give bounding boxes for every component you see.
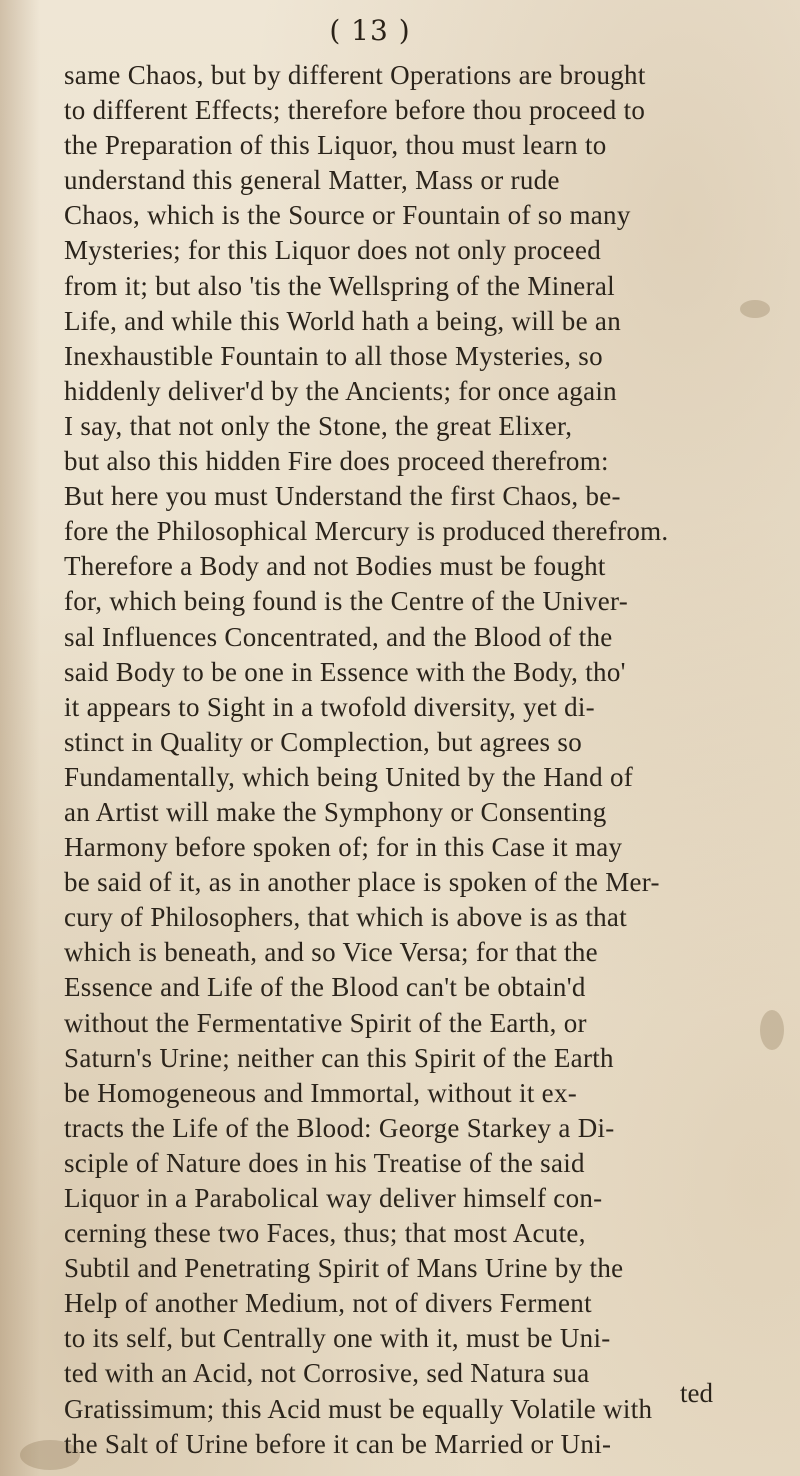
text-line: Gratissimum; this Acid must be equally Volatile with xyxy=(64,1393,653,1424)
text-line: cerning these two Faces, thus; that most Acute, xyxy=(64,1218,586,1249)
text-line: sal Influences Concentrated, and the Blood of the xyxy=(64,621,613,652)
body-text xyxy=(58,58,758,1462)
text-line: the Salt of Urine before it can be Married or Uni- xyxy=(64,1428,612,1459)
text-line: said Body to be one in Essence with the Body, tho' xyxy=(64,656,626,687)
text-line: Essence and Life of the Blood can't be obtain'd xyxy=(64,972,586,1003)
text-line: But here you must Understand the first Chaos, be- xyxy=(64,481,621,512)
text-line: from it; but also 'tis the Wellspring of the Mineral xyxy=(64,270,615,301)
text-line: the Preparation of this Liquor, thou must learn to xyxy=(64,130,607,161)
text-line: Liquor in a Parabolical way deliver himself con- xyxy=(64,1183,603,1213)
page-edge-shadow xyxy=(0,0,40,1476)
text-line: Mysteries; for this Liquor does not only proceed xyxy=(64,235,602,266)
text-line: same Chaos, but by different Operations are brought xyxy=(64,60,646,90)
text-line: ted with an Acid, not Corrosive, sed Natura sua xyxy=(64,1358,590,1389)
text-line: be Homogeneous and Immortal, without it ex- xyxy=(64,1077,578,1108)
text-line: be said of it, as in another place is spoken of the Mer- xyxy=(64,867,660,898)
foxing-spot xyxy=(760,1010,784,1050)
text-line: which is beneath, and so Vice Versa; for that the xyxy=(64,937,598,968)
text-line: Saturn's Urine; neither can this Spirit of the Earth xyxy=(64,1042,614,1073)
text-line: hiddenly deliver'd by the Ancients; for once again xyxy=(64,375,617,406)
text-line: Therefore a Body and not Bodies must be fought xyxy=(64,551,606,582)
text-line: I say, that not only the Stone, the great Elixer, xyxy=(64,410,573,441)
text-line: understand this general Matter, Mass or rude xyxy=(64,165,560,196)
text-line: tracts the Life of the Blood: George Starkey a Di- xyxy=(64,1112,615,1143)
text-line: stinct in Quality or Complection, but agrees so xyxy=(64,726,583,757)
text-line: for, which being found is the Centre of the Univer- xyxy=(64,586,629,617)
text-line: Life, and while this World hath a being, will be an xyxy=(64,305,622,336)
page-number: ( 13 ) xyxy=(329,14,411,47)
text-line: to different Effects; therefore before thou proceed to xyxy=(64,95,646,126)
text-line: an Artist will make the Symphony or Consenting xyxy=(64,796,607,827)
text-line: fore the Philosophical Mercury is produced therefrom. xyxy=(64,516,669,547)
text-line: but also this hidden Fire does proceed therefrom: xyxy=(64,446,609,477)
text-line: Help of another Medium, not of divers Ferment xyxy=(64,1288,592,1319)
text-line: to its self, but Centrally one with it, must be Uni- xyxy=(64,1323,611,1354)
text-line: cury of Philosophers, that which is above is as that xyxy=(64,902,628,933)
text-line: Subtil and Penetrating Spirit of Mans Urine by the xyxy=(64,1253,624,1284)
text-line: without the Fermentative Spirit of the Earth, or xyxy=(64,1007,587,1038)
text-line: Chaos, which is the Source or Fountain of so many xyxy=(64,200,631,231)
text-line: Inexhaustible Fountain to all those Mysteries, so xyxy=(64,340,603,371)
catchword: ted xyxy=(680,1378,713,1408)
text-line: sciple of Nature does in his Treatise of the said xyxy=(64,1147,585,1178)
text-line: it appears to Sight in a twofold diversity, yet di- xyxy=(64,691,595,722)
text-line: Fundamentally, which being United by the Hand of xyxy=(64,761,634,792)
text-line: Harmony before spoken of; for in this Case it may xyxy=(64,832,623,863)
